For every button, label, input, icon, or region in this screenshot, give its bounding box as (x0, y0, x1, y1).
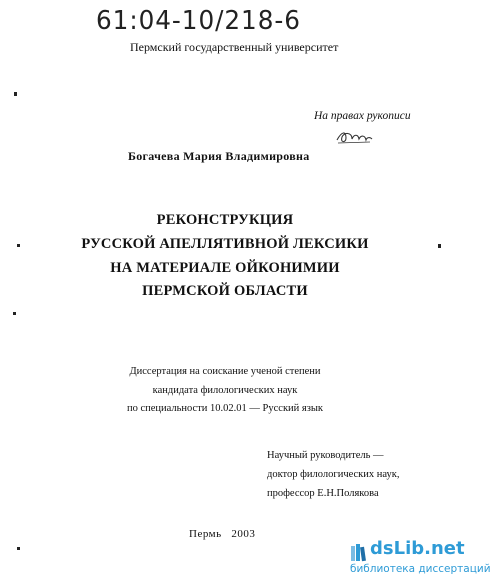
title-line: РУССКОЙ АПЕЛЛЯТИВНОЙ ЛЕКСИКИ (81, 236, 369, 252)
watermark-site: dsLib.net (370, 538, 465, 559)
city-year: Пермь 2003 (189, 528, 256, 540)
watermark-caption: библиотека диссертаций (350, 563, 491, 575)
scan-speck (17, 244, 20, 247)
supervisor-line: доктор филологических наук, (267, 469, 400, 480)
books-icon (350, 542, 368, 562)
supervisor-line: профессор Е.Н.Полякова (267, 488, 379, 499)
handwritten-call-number: 61:04-10/218-6 (96, 6, 301, 36)
title-line: ПЕРМСКОЙ ОБЛАСТИ (142, 283, 308, 299)
author-name: Богачева Мария Владимировна (128, 149, 310, 163)
manuscript-rights-note: На правах рукописи (314, 110, 411, 122)
title-line: РЕКОНСТРУКЦИЯ (156, 212, 294, 228)
signature (334, 128, 374, 146)
supervisor-line: Научный руководитель — (267, 450, 384, 461)
scan-speck (14, 92, 17, 96)
description-line: кандидата филологических наук (152, 385, 298, 396)
scan-speck (17, 547, 20, 550)
scan-speck (13, 312, 16, 315)
title-line: НА МАТЕРИАЛЕ ОЙКОНИМИИ (110, 260, 340, 276)
description-line: Диссертация на соискание ученой степени (129, 366, 321, 377)
university-name: Пермский государственный университет (130, 40, 339, 54)
scan-speck (438, 244, 441, 248)
description-line: по специальности 10.02.01 — Русский язык (126, 403, 324, 414)
